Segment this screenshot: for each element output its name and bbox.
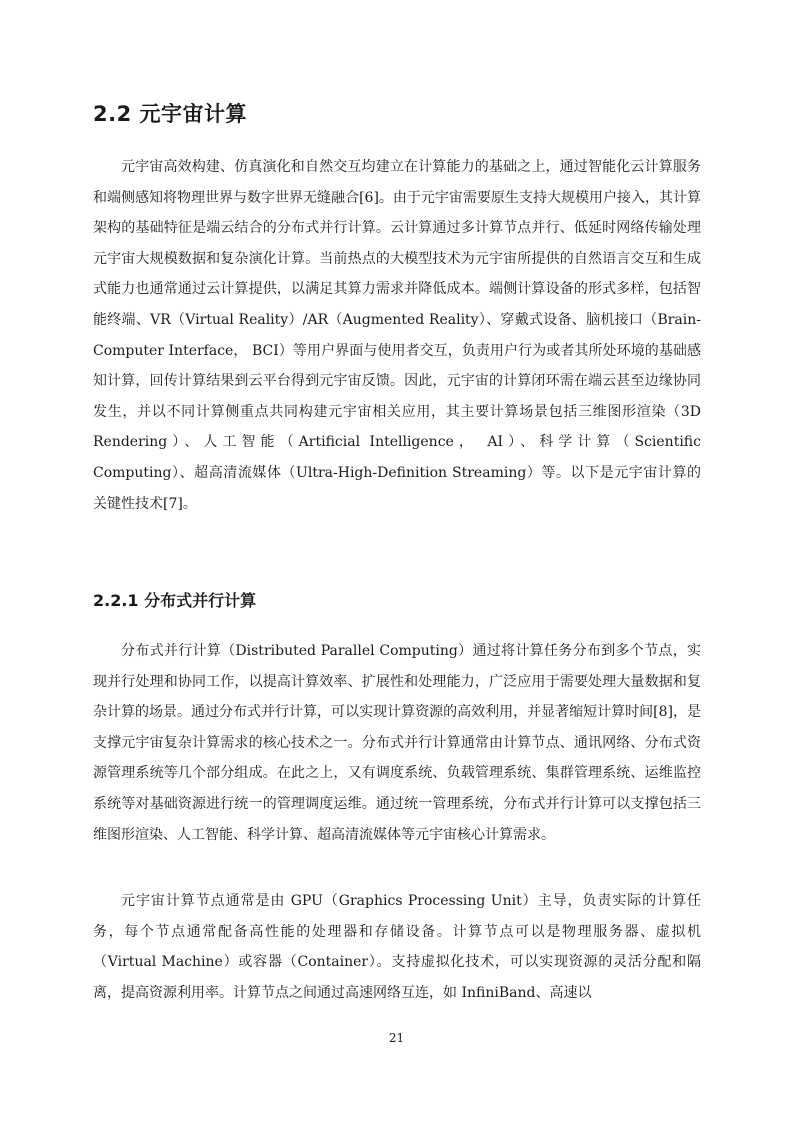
subsection-heading: 2.2.1 分布式并行计算: [93, 591, 257, 610]
section-heading: 2.2 元宇宙计算: [93, 102, 248, 126]
subsection-paragraph-2: 元宇宙计算节点通常是由 GPU（Graphics Processing Unit）主导，负责实际的计算任务，每个节点通常配备高性能的处理器和存储设备。计算节点可以是物理服务器、虚拟机（Virtual Machine）或容器（Container）。支持虚拟化技术，可以实现资源的灵活分配和隔离，提高资源利用率。计算节点之间通过高速网络互连，如 InfiniBand、高速以: [93, 893, 701, 1001]
subsection-paragraph-1: 分布式并行计算（Distributed Parallel Computing）通过将计算任务分布到多个节点，实现并行处理和协同工作，以提高计算效率、扩展性和处理能力，广泛应用于需要处理大量数据和复杂计算的场景。通过分布式并行计算，可以实现计算资源的高效利用，并显著缩短计算时间[8]，是支撑元宇宙复杂计算需求的核心技术之一。分布式并行计算通常由计算节点、通讯网络、分布式资源管理系统等几个部分组成。在此之上，又有调度系统、负载管理系统、集群管理系统、运维监控系统等对基础资源进行统一的管理调度运维。通过统一管理系统，分布式并行计算可以支撑包括三维图形渲染、人工智能、科学计算、超高清流媒体等元宇宙核心计算需求。: [93, 643, 701, 843]
page-number: 21: [388, 1031, 405, 1045]
section-paragraph-1: 元宇宙高效构建、仿真演化和自然交互均建立在计算能力的基础之上，通过智能化云计算服务和端侧感知将物理世界与数字世界无缝融合[6]。由于元宇宙需要原生支持大规模用户接入，其计算架构的基础特征是端云结合的分布式并行计算。云计算通过多计算节点并行、低延时网络传输处理元宇宙大规模数据和复杂演化计算。当前热点的大模型技术为元宇宙所提供的自然语言交互和生成式能力也通常通过云计算提供，以满足其算力需求并降低成本。端侧计算设备的形式多样，包括智能终端、VR（Virtual Reality）/AR（Augmented Reality）、穿戴式设备、脑机接口（Brain-Computer Interface， BCI）等用户界面与使用者交互，负责用户行为或者其所处环境的基础感知计算，回传计算结果到云平台得到元宇宙反馈。因此，元宇宙的计算闭环需在端云甚至边缘协同发生，并以不同计算侧重点共同构建元宇宙相关应用，其主要计算场景包括三维图形渲染（3D Rendering）、人工智能（Artificial Intelligence， AI）、科学计算（Scientific Computing）、超高清流媒体（Ultra-High-Definition Streaming）等。以下是元宇宙计算的关键性技术[7]。: [93, 159, 701, 512]
